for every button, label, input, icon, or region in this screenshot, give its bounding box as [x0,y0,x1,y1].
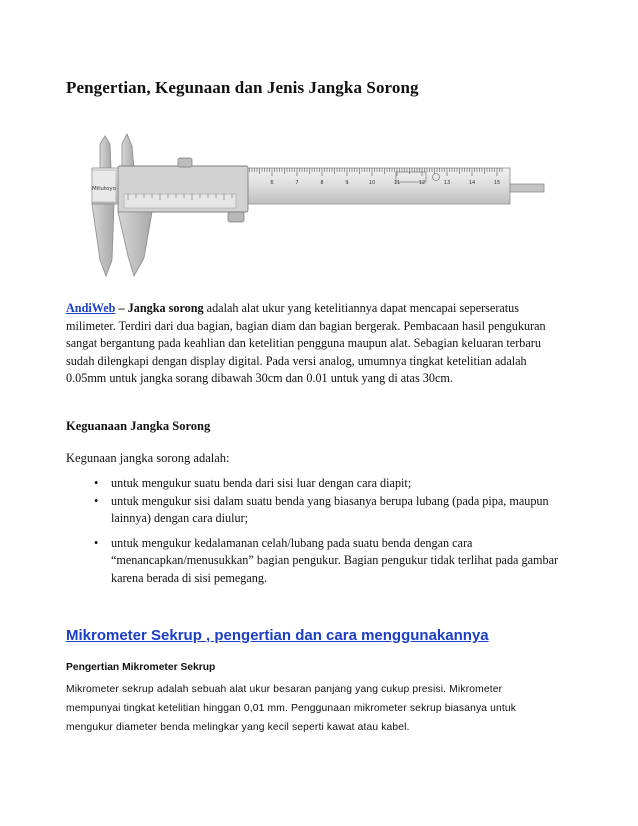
vernier-scale [124,194,236,208]
scale-number: 10 [368,180,376,186]
intro-text: adalah alat ukur yang ketelitiannya dapat mencapai seperseratus milimeter. Terdiri dari dua bagian, bagian diam dan bagian bergerak. Pembacaan hasil pengukuran sangat bergantung pada keahlian dan ketelitian pengguna maupun alat. Sebagian keluaran terbaru sudah dilengkapi dengan display digital. Pada versi analog, umumnya tingkat ketelitian adalah 0.05mm untuk jangka sorang dibawah 30cm dan 0.01 untuk yang di atas 30cm. [66,301,546,386]
lock-screw [178,158,192,167]
uses-lead: Kegunaan jangka sorong adalah: [66,451,230,465]
vernier-caliper-illustration [78,130,550,286]
fixed-upper-jaw [100,136,111,168]
fixed-lower-jaw [92,204,114,276]
scale-number: 14 [468,180,476,186]
sliding-upper-jaw [122,134,134,168]
related-subheading: Pengertian Mikrometer Sekrup [66,662,216,673]
list-item: • untuk mengukur sisi dalam suatu benda yang biasanya berupa lubang (pada pipa, maupun lainnya) dengan cara diulur; [94,493,549,526]
uses-list [66,475,576,595]
scale-number: 7 [295,180,299,186]
intro-paragraph [66,300,566,388]
thumb-roller [228,212,244,222]
scale-number: 12 [418,180,426,186]
scale-number: 9 [345,180,349,186]
bullet-icon: • [94,476,99,490]
scale-number: 15 [493,180,501,186]
scale-number: 8 [320,180,324,186]
scale-number: 11 [393,180,401,186]
list-item: • untuk mengukur suatu benda dari sisi luar dengan cara diapit; [66,475,576,493]
intro-term: – Jangka sorong [115,301,204,315]
source-link[interactable]: AndiWeb [66,301,116,315]
brand-label: Mitutoyo [91,186,117,192]
list-item: • untuk mengukur kedalamanan celah/lubang pada suatu benda dengan cara “menancapkan/menusukkan” bagian pengukur. Bagian pengukur tidak terlihat pada gambar karena berada di sisi pemegang. [94,535,559,585]
related-text: Mikrometer sekrup adalah sebuah alat ukur besaran panjang yang cukup presisi. Mikrometer mempunyai tingkat ketelitian hinggan 0,01 mm. Penggunaan mikrometer sekrup biasanya untuk mengukur diameter benda melingkar yang kecil seperti kawat atau kabel. [66,684,517,733]
bullet-icon: • [94,535,99,550]
uses-heading: Keguanaan Jangka Sorong [66,419,211,433]
related-article-link[interactable]: Mikrometer Sekrup , pengertian dan cara menggunakannya [66,627,489,644]
scale-number: 13 [443,180,451,186]
depth-rod [510,184,544,192]
bullet-icon: • [94,493,99,508]
scale-number: 6 [270,180,274,186]
article-title: Pengertian, Kegunaan dan Jenis Jangka Sorong [66,78,419,97]
sliding-lower-jaw [118,212,152,276]
